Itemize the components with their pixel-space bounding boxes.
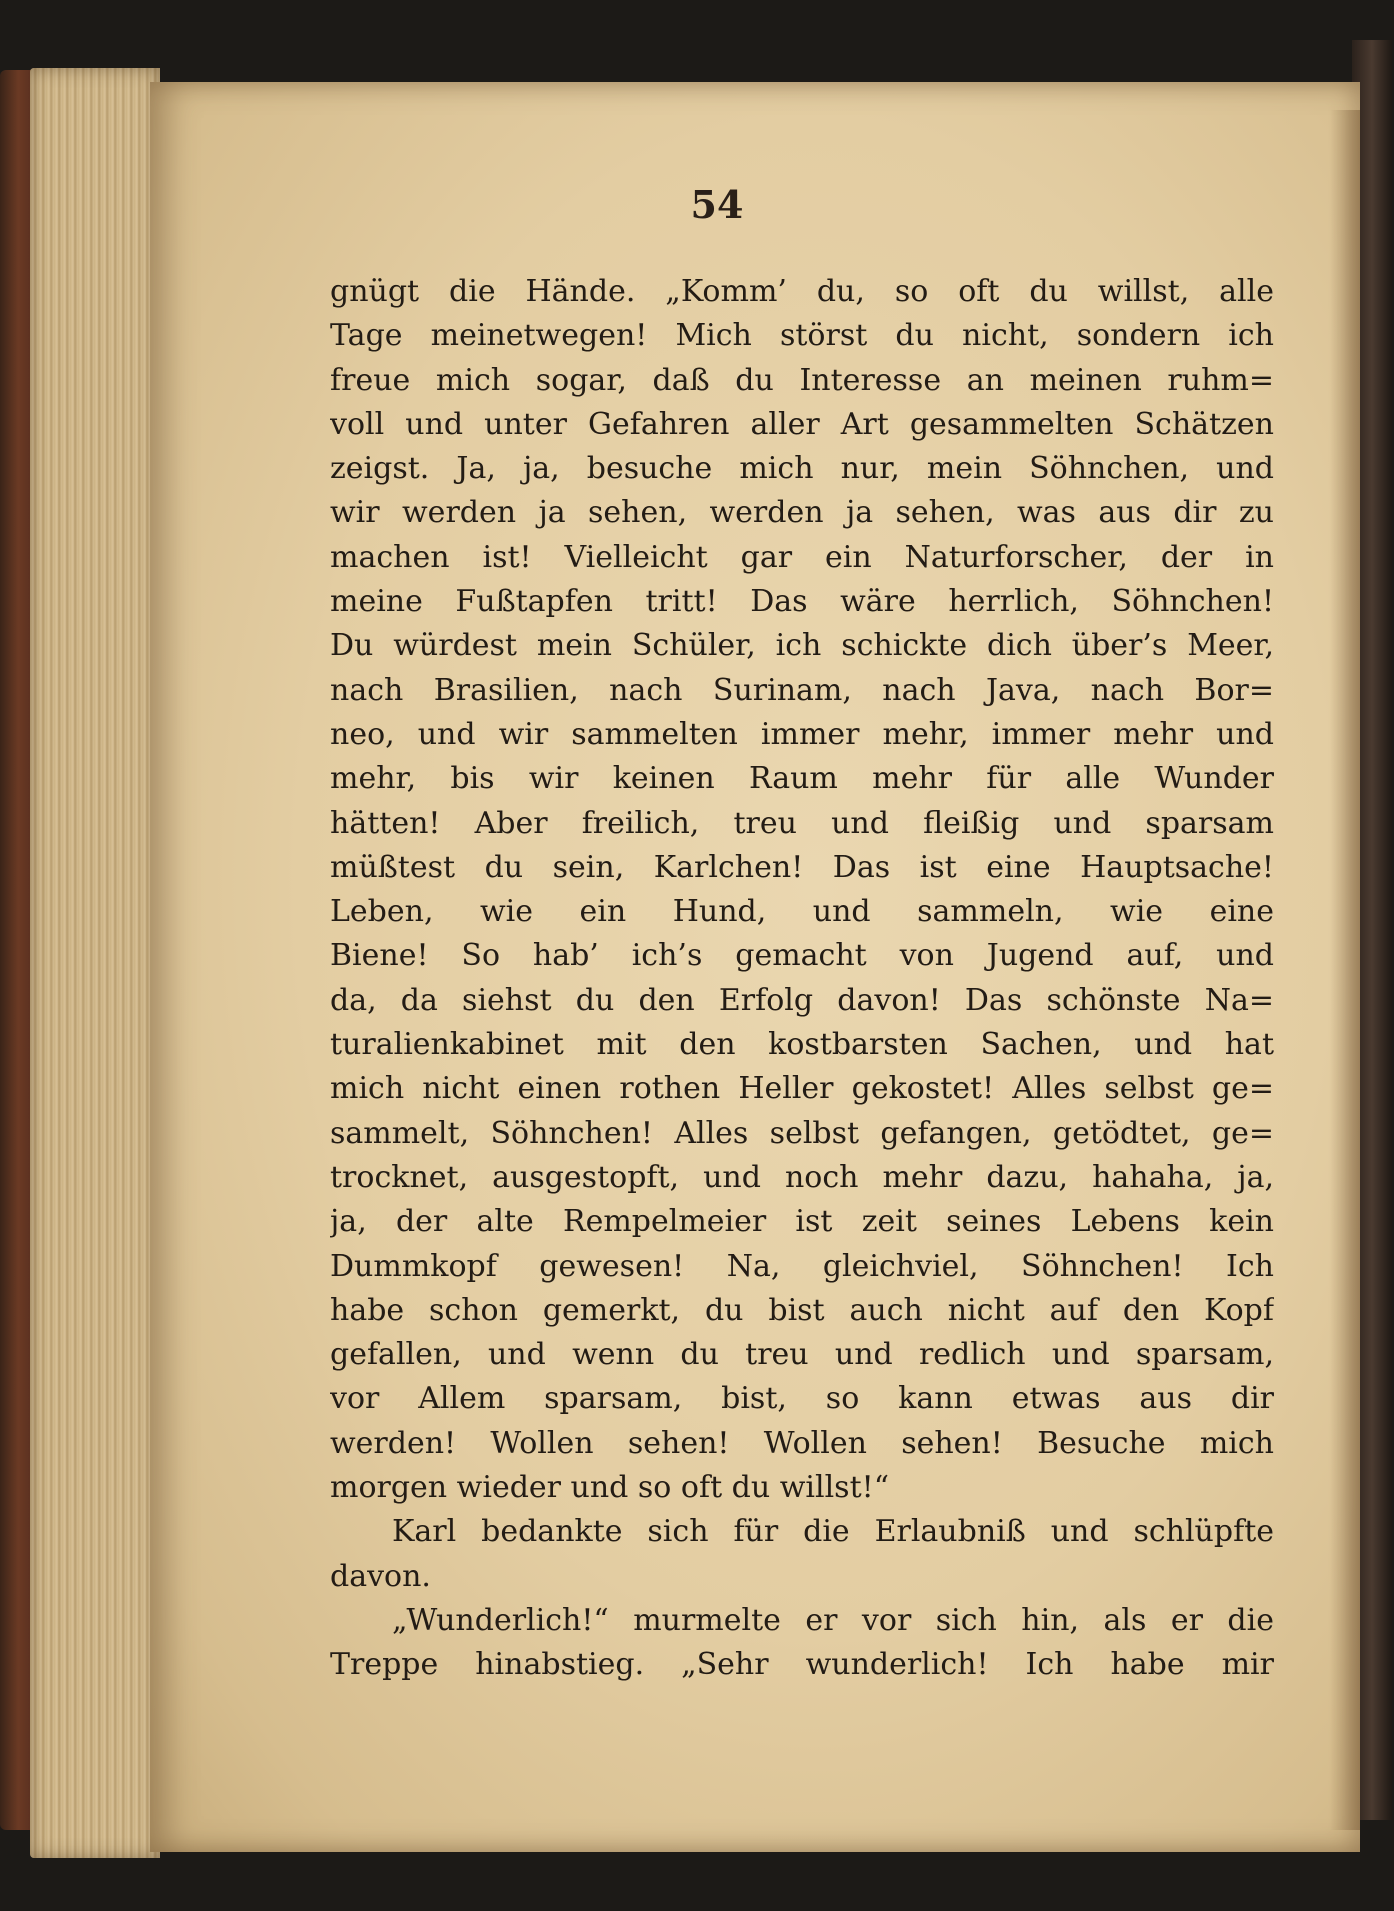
text-line: ja, der alte Rempelmeier ist zeit seines Lebens kein: [330, 1204, 1274, 1240]
text-line: trocknet, ausgestopft, und noch mehr dazu, hahaha, ja,: [330, 1159, 1274, 1195]
text-line: nach Brasilien, nach Surinam, nach Java, nach Bor=: [330, 672, 1274, 708]
text-line: da, da siehst du den Erfolg davon! Das schönste Na=: [330, 982, 1274, 1018]
text-line: habe schon gemerkt, du bist auch nicht auf den Kopf: [330, 1292, 1274, 1328]
text-line: sammelt, Söhnchen! Alles selbst gefangen, getödtet, ge=: [330, 1115, 1274, 1151]
text-line: werden! Wollen sehen! Wollen sehen! Besuche mich: [330, 1425, 1274, 1461]
text-line: Biene! So hab’ ich’s gemacht von Jugend auf, und: [330, 938, 1274, 974]
text-line: Tage meinetwegen! Mich störst du nicht, sondern ich: [330, 318, 1274, 354]
text-line: morgen wieder und so oft du willst!“: [330, 1470, 890, 1506]
text-line: freue mich sogar, daß du Interesse an meinen ruhm=: [330, 362, 1274, 398]
text-line: davon.: [330, 1558, 431, 1594]
text-line: hätten! Aber freilich, treu und fleißig und sparsam: [330, 805, 1274, 841]
text-line: Leben, wie ein Hund, und sammeln, wie eine: [330, 894, 1274, 930]
page-body-text: [330, 270, 1274, 1688]
text-line: zeigst. Ja, ja, besuche mich nur, mein Söhnchen, und: [330, 451, 1274, 487]
text-line: gefallen, und wenn du treu und redlich und sparsam,: [330, 1337, 1274, 1373]
text-line: mich nicht einen rothen Heller gekostet! Alles selbst ge=: [330, 1071, 1274, 1107]
text-line: Karl bedankte sich für die Erlaubniß und schlüpfte: [392, 1514, 1274, 1550]
page-edges: [30, 68, 160, 1858]
text-line: müßtest du sein, Karlchen! Das ist eine Hauptsache!: [330, 849, 1274, 885]
text-line: gnügt die Hände. „Komm’ du, so oft du willst, alle: [330, 274, 1274, 309]
text-line: Du würdest mein Schüler, ich schickte dich über’s Meer,: [330, 628, 1274, 664]
text-line: Treppe hinabstieg. „Sehr wunderlich! Ich habe mir: [330, 1647, 1274, 1683]
text-line: machen ist! Vielleicht gar ein Naturforscher, der in: [330, 539, 1274, 575]
text-line: wir werden ja sehen, werden ja sehen, was aus dir zu: [330, 495, 1274, 531]
text-line: turalienkabinet mit den kostbarsten Sachen, und hat: [330, 1027, 1274, 1063]
text-line: „Wunderlich!“ murmelte er vor sich hin, als er die: [392, 1602, 1274, 1638]
page-number: 54: [690, 182, 744, 227]
text-line: Dummkopf gewesen! Na, gleichviel, Söhnchen! Ich: [330, 1248, 1274, 1284]
text-line: mehr, bis wir keinen Raum mehr für alle Wunder: [330, 761, 1274, 797]
text-line: neo, und wir sammelten immer mehr, immer mehr und: [330, 716, 1274, 752]
text-line: vor Allem sparsam, bist, so kann etwas aus dir: [330, 1381, 1274, 1417]
page-gutter: [1330, 110, 1360, 1830]
text-line: voll und unter Gefahren aller Art gesammelten Schätzen: [330, 406, 1274, 442]
text-line: meine Fußtapfen tritt! Das wäre herrlich, Söhnchen!: [330, 584, 1274, 620]
